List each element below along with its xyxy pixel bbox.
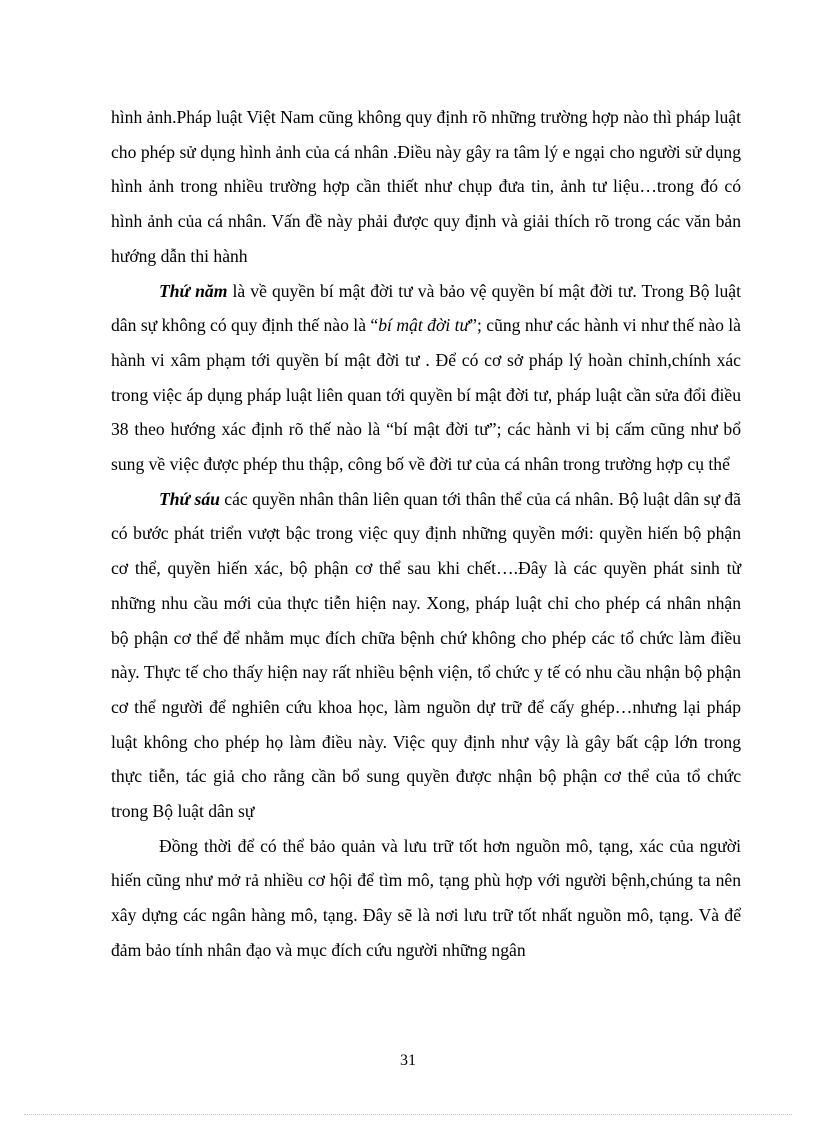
paragraph-text: là về quyền bí mật đời tư và bảo vệ quyền bí mật đời tư. Trong Bộ luật dân sự không có quy định thế nào là “ — [111, 280, 741, 336]
paragraph-tissue-banks — [111, 829, 741, 968]
page-bottom-divider — [24, 1114, 792, 1115]
paragraph-text: hình ảnh.Pháp luật Việt Nam cũng không quy định rõ những trường hợp nào thì pháp luật cho phép sử dụng hình ảnh của cá nhân .Điều này gây ra tâm lý e ngại cho người sử dụng hình ảnh trong nhiều trường hợp cần thiết như chụp đưa tin, ảnh tư liệu…trong đó có hình ảnh của cá nhân. Vấn đề này phải được quy định và giải thích rõ trong các văn bản hướng dẫn thi hành — [111, 107, 742, 266]
body-text — [111, 100, 741, 968]
paragraph-lead: Thứ sáu — [159, 488, 220, 509]
paragraph-text: Đồng thời để có thể bảo quản và lưu trữ tốt hơn nguồn mô, tạng, xác của người hiến cũng như mở rả nhiều cơ hội để tìm mô, tạng phù hợp với người bệnh,chúng ta nên xây dựng các ngân hàng mô, tạng. Đây sẽ là nơi lưu trữ tốt nhất nguồn mô, tạng. Và để đảm bảo tính nhân đạo và mục đích cứu người những ngân — [111, 835, 741, 960]
paragraph-text: các quyền nhân thân liên quan tới thân thể của cá nhân. Bộ luật dân sự đã có bước phát triển vượt bậc trong việc quy định những quyền mới: quyền hiến bộ phận cơ thể, quyền hiến xác, bộ phận cơ thể sau khi chết….Đây là các quyền phát sinh từ những nhu cầu mới của thực tiễn hiện nay. Xong, pháp luật chỉ cho phép cá nhân nhận bộ phận cơ thể để nhằm mục đích chữa bệnh chứ không cho phép các tổ chức làm điều này. Thực tế cho thấy hiện nay rất nhiều bệnh viện, tổ chức y tế có nhu cầu nhận bộ phận cơ thể người để nghiên cứu khoa học, làm nguồn dự trữ để cấy ghép…nhưng lại pháp luật không cho phép họ làm điều này. Việc quy định như vậy là gây bất cập lớn trong thực tiễn, tác giả cho rằng cần bổ sung quyền được nhận bộ phận cơ thể của tổ chức trong Bộ luật dân sự — [111, 488, 741, 822]
paragraph-lead: Thứ năm — [159, 280, 228, 301]
page-number: 31 — [400, 1052, 416, 1069]
paragraph-body-rights — [111, 482, 741, 829]
paragraph-privacy — [111, 274, 741, 482]
quoted-term: bí mật đời tư — [378, 315, 470, 336]
paragraph-image-rights — [111, 100, 741, 274]
paragraph-text: ”; cũng như các hành vi như thế nào là hành vi xâm phạm tới quyền bí mật đời tư . Để có cơ sở pháp lý hoàn chỉnh,chính xác trong việc áp dụng pháp luật liên quan tới quyền bí mật đời tư, pháp luật cần sửa đổi điều 38 theo hướng xác định rõ thế nào là “bí mật đời tư”; các hành vi bị cấm cũng như bổ sung về việc được phép thu thập, công bố về đời tư của cá nhân trong trường hợp cụ thể — [111, 315, 741, 475]
